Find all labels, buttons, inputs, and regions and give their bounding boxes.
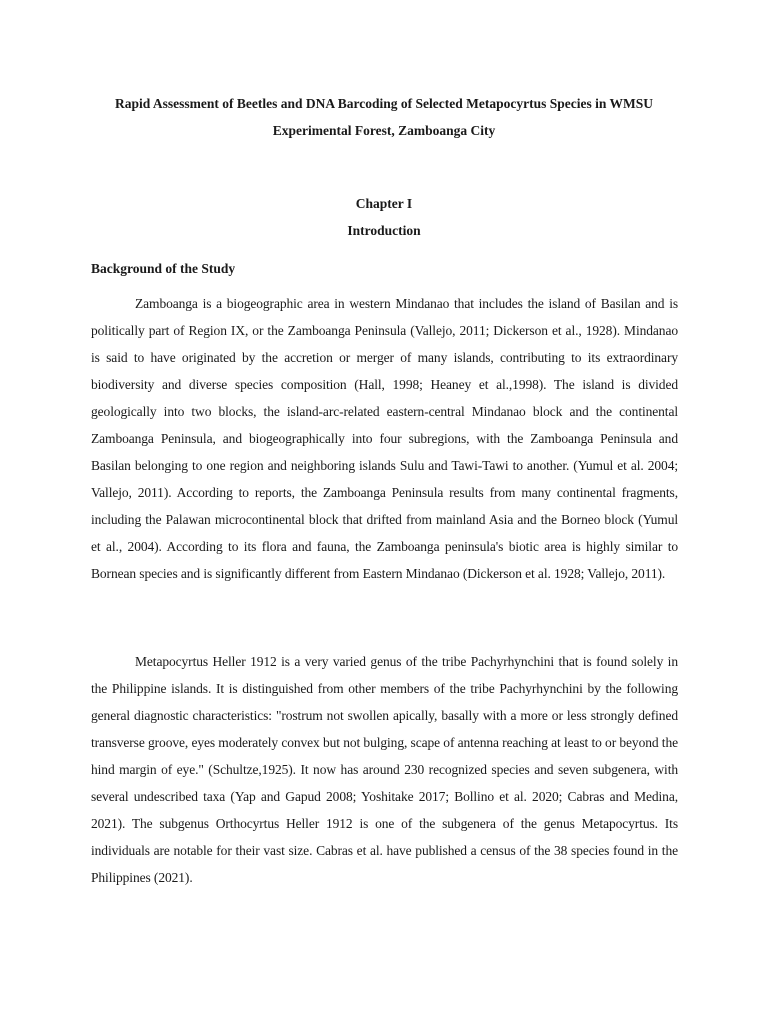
chapter-heading — [80, 190, 688, 244]
chapter-number: Chapter I — [355, 196, 413, 211]
document-title: Rapid Assessment of Beetles and DNA Barcoding of Selected Metapocyrtus Species in WMSU Experimental Forest, Zamboanga City — [115, 96, 653, 138]
body-paragraph: Metapocyrtus Heller 1912 is a very varied genus of the tribe Pachyrhynchini that is found solely in the Philippine islands. It is distinguished from other members of the tribe Pachyrhynchini by the following general diagnostic characteristics: "rostrum not swollen apically, basally with a more or less strongly defined transverse groove, eyes moderately convex but not bulging, scape of antenna reaching at least to or beyond the hind margin of eye." (Schultze,1925). It now has around 230 recognized species and seven subgenera, with several undescribed taxa (Yap and Gapud 2008; Yoshitake 2017; Bollino et al. 2020; Cabras and Medina, 2021). The subgenus Orthocyrtus Heller 1912 is one of the subgenera of the genus Metapocyrtus. Its individuals are notable for their vast size. Cabras et al. have published a census of the 38 species found in the Philippines (2021). — [91, 654, 678, 885]
chapter-title: Introduction — [347, 223, 421, 238]
body-paragraph: Zamboanga is a biogeographic area in western Mindanao that includes the island of Basilan and is politically part of Region IX, or the Zamboanga Peninsula (Vallejo, 2011; Dickerson et al., 1928). Mindanao is said to have originated by the accretion or merger of many islands, contributing to its extraordinary biodiversity and diverse species composition (Hall, 1998; Heaney et al.,1998). The island is divided geologically into two blocks, the island-arc-related eastern-central Mindanao block and the continental Zamboanga Peninsula, and biogeographically into four subregions, with the Zamboanga Peninsula and Basilan belonging to one region and neighboring islands Sulu and Tawi-Tawi to another. (Yumul et al. 2004; Vallejo, 2011). According to reports, the Zamboanga Peninsula results from many continental fragments, including the Palawan microcontinental block that drifted from mainland Asia and the Borneo block (Yumul et al., 2004). According to its flora and fauna, the Zamboanga peninsula's biotic area is highly similar to Bornean species and is significantly different from Eastern Mindanao (Dickerson et al. 1928; Vallejo, 2011). — [91, 296, 678, 581]
section-heading: Background of the Study — [91, 261, 236, 276]
